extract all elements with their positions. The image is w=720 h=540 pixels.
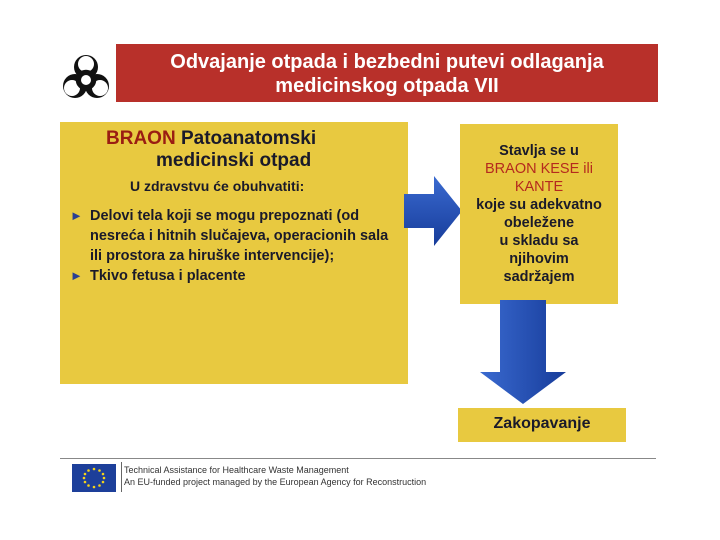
bullet-list <box>70 206 398 286</box>
heading-line-2: medicinski otpad <box>156 150 312 171</box>
right-panel <box>460 124 618 304</box>
title-line-2: medicinskog otpada VII <box>275 75 499 97</box>
list-item <box>70 206 398 266</box>
bullet-text: Tkivo fetusa i placente <box>90 268 246 284</box>
bullet-text: Delovi tela koji se mogu prepoznati (od nesreća i hitnih slučajeva, operacionih sala ili prostora za hiruške intervencije); <box>90 208 389 264</box>
panel-heading <box>70 128 398 172</box>
bullet-arrow-icon: ► <box>70 268 83 283</box>
eu-flag-icon <box>72 464 116 492</box>
right-line-4: u skladu sa njihovim sadržajem <box>499 233 579 285</box>
arrow-down-icon <box>480 300 566 404</box>
title-line-1: Odvajanje otpada i bezbedni putevi odlaganja <box>170 51 604 73</box>
right-red-text: BRAON KESE ili KANTE <box>485 161 593 195</box>
list-item <box>70 266 398 286</box>
footer-line-1: Technical Assistance for Healthcare Waste Management <box>124 465 349 475</box>
right-line-1: Stavlja se u <box>499 143 579 159</box>
title-bar <box>116 44 658 102</box>
panel-subheading: U zdravstvu će obuhvatiti: <box>130 178 305 194</box>
biohazard-icon <box>58 50 114 106</box>
footer-line-2: An EU-funded project managed by the European Agency for Reconstruction <box>124 477 427 487</box>
footer-divider <box>60 458 656 459</box>
arrow-right-icon <box>404 176 464 246</box>
bullet-arrow-icon: ► <box>70 208 83 223</box>
footer-separator <box>121 462 122 492</box>
left-panel <box>60 122 408 384</box>
footer-text <box>124 464 426 488</box>
heading-brown-word: BRAON <box>106 128 176 149</box>
heading-rest: Patoanatomski <box>175 128 317 149</box>
right-line-3: koje su adekvatno obeležene <box>476 197 602 231</box>
bottom-box: Zakopavanje <box>458 408 626 442</box>
